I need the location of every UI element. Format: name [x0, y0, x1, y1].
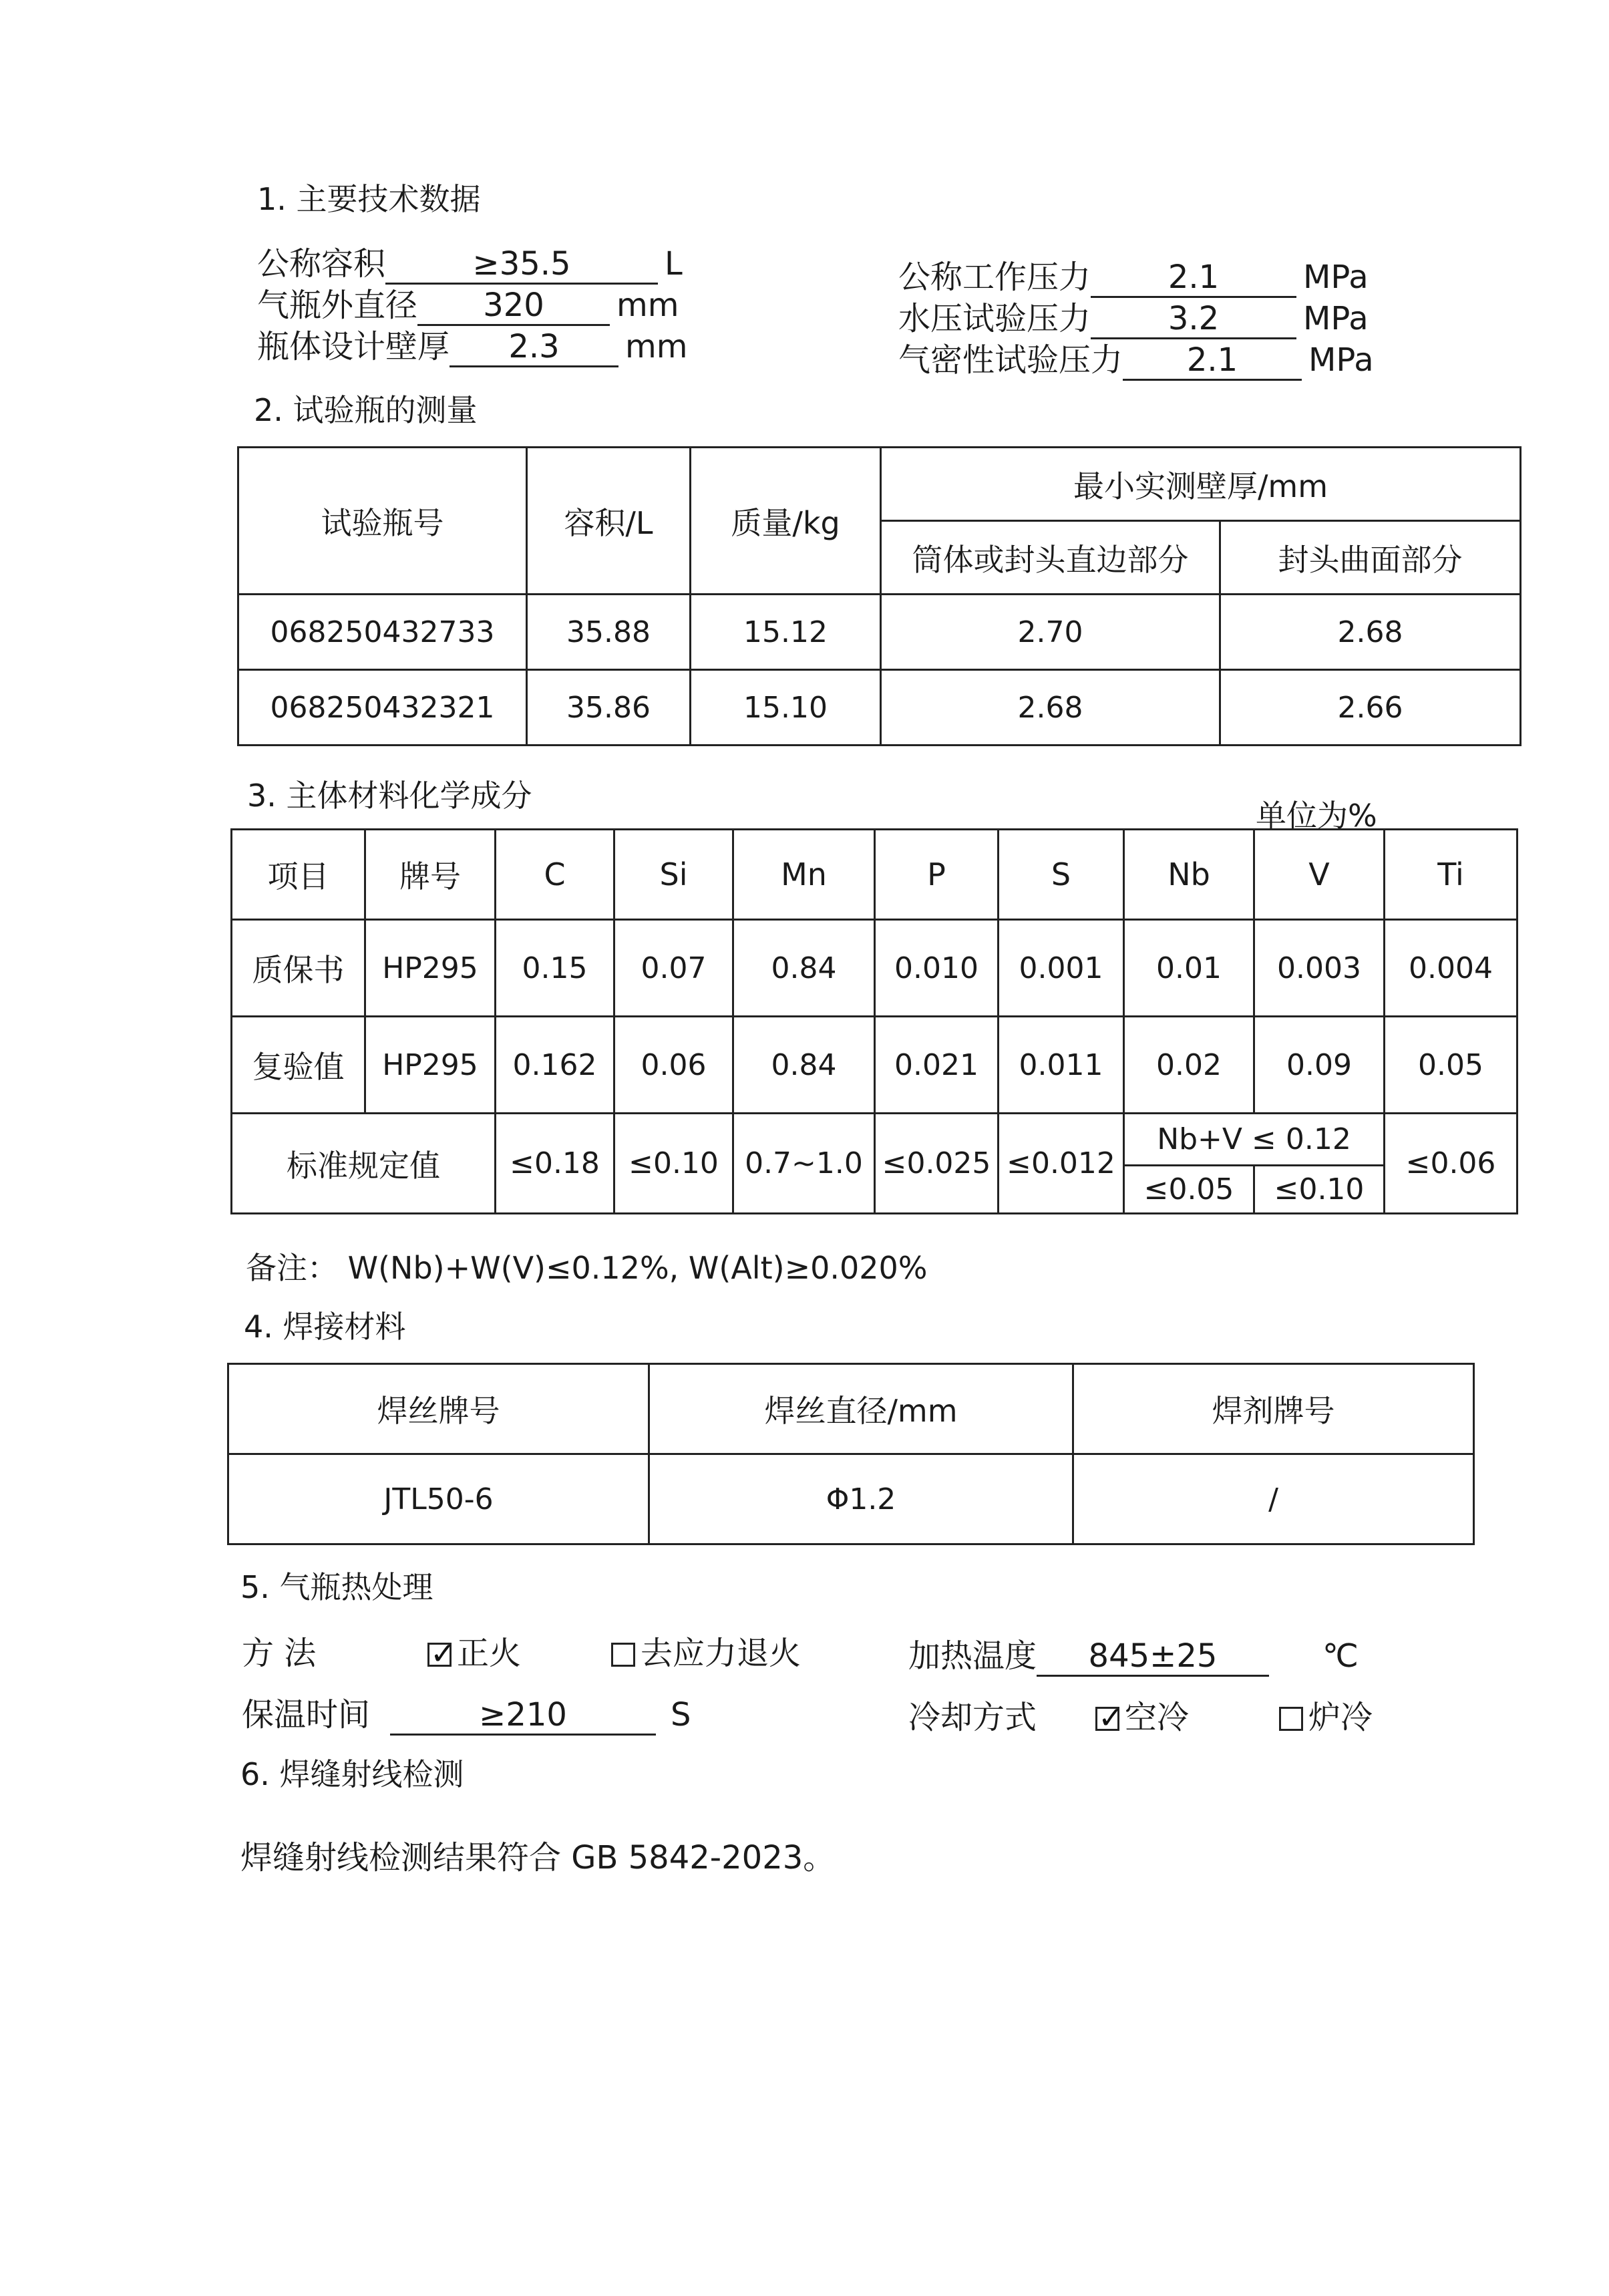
- field-unit: mm: [616, 287, 679, 324]
- cell-std-nb: ≤0.05: [1124, 1166, 1254, 1214]
- cell-std-label: 标准规定值: [232, 1114, 496, 1214]
- header-mn: Mn: [733, 830, 875, 920]
- header-c: C: [496, 830, 614, 920]
- field-value: ≥35.5: [385, 245, 658, 285]
- field-label: 气密性试验压力: [898, 341, 1123, 379]
- option-furnace-cool[interactable]: 炉冷: [1279, 1691, 1373, 1738]
- table-row: [228, 1454, 1474, 1544]
- cell-wire-diameter: Φ1.2: [649, 1454, 1073, 1544]
- cell-item: 复验值: [232, 1017, 365, 1114]
- checkbox-checked-icon[interactable]: [427, 1643, 452, 1667]
- heat-temperature: [908, 1630, 1359, 1677]
- header-cylinder-part: 筒体或封头直边部分: [881, 521, 1220, 595]
- header-min-wall: 最小实测壁厚/mm: [881, 448, 1521, 521]
- cell-c: 0.15: [496, 920, 614, 1017]
- section-1-title: 1. 主要技术数据: [257, 181, 481, 217]
- field-label: 加热温度: [908, 1637, 1037, 1675]
- header-head-part: 封头曲面部分: [1220, 521, 1521, 595]
- field-unit: MPa: [1308, 341, 1374, 379]
- cell-ti: 0.05: [1385, 1017, 1517, 1114]
- option-air-cool[interactable]: ✓ 空冷: [1095, 1691, 1189, 1738]
- cell-mass: 15.10: [691, 670, 881, 746]
- holding-time: [242, 1689, 691, 1736]
- composition-note: 备注： W(Nb)+W(V)≤0.12%, W(Alt)≥0.020%: [246, 1250, 928, 1286]
- field-label: 瓶体设计壁厚: [257, 328, 450, 365]
- welding-material-table: [227, 1363, 1475, 1545]
- test-bottle-table: [237, 446, 1522, 746]
- spec-design-wall-thickness: [257, 321, 688, 367]
- cell-std-ti: ≤0.06: [1385, 1114, 1517, 1214]
- cell-nb: 0.01: [1124, 920, 1254, 1017]
- cell-si: 0.06: [614, 1017, 733, 1114]
- spec-nominal-volume: [257, 238, 683, 285]
- cell-std-si: ≤0.10: [614, 1114, 733, 1214]
- header-p: P: [875, 830, 999, 920]
- cell-p: 0.021: [875, 1017, 999, 1114]
- cell-head-wall: 2.66: [1220, 670, 1521, 746]
- field-value: ≥210: [390, 1696, 656, 1736]
- field-value: 845±25: [1037, 1637, 1269, 1677]
- cell-grade: HP295: [365, 1017, 496, 1114]
- cell-s: 0.001: [999, 920, 1124, 1017]
- header-flux-grade: 焊剂牌号: [1073, 1364, 1474, 1454]
- field-unit: MPa: [1303, 300, 1369, 337]
- cell-bottle-id: 068250432321: [238, 670, 527, 746]
- spec-hydro-test-pressure: [898, 293, 1369, 339]
- cell-cylinder-wall: 2.68: [881, 670, 1220, 746]
- header-nb: Nb: [1124, 830, 1254, 920]
- header-wire-diameter: 焊丝直径/mm: [649, 1364, 1073, 1454]
- cell-flux-grade: /: [1073, 1454, 1474, 1544]
- table-row: [238, 595, 1521, 670]
- method-label: 方 法: [242, 1635, 317, 1672]
- cell-volume: 35.88: [527, 595, 691, 670]
- cell-bottle-id: 068250432733: [238, 595, 527, 670]
- header-v: V: [1254, 830, 1385, 920]
- header-volume: 容积/L: [527, 448, 691, 595]
- cell-cylinder-wall: 2.70: [881, 595, 1220, 670]
- cell-wire-grade: JTL50-6: [228, 1454, 649, 1544]
- spec-working-pressure: [898, 251, 1369, 298]
- spec-leak-test-pressure: [898, 334, 1374, 381]
- field-unit: S: [671, 1696, 691, 1734]
- cell-mass: 15.12: [691, 595, 881, 670]
- field-label: 公称容积: [257, 245, 386, 283]
- field-value: 2.1: [1091, 259, 1296, 298]
- cell-p: 0.010: [875, 920, 999, 1017]
- field-label: 气瓶外直径: [257, 287, 418, 324]
- field-value: 3.2: [1091, 300, 1296, 339]
- cell-std-nbv: Nb+V ≤ 0.12: [1124, 1114, 1385, 1166]
- spec-outer-diameter: [257, 279, 679, 326]
- cell-mn: 0.84: [733, 1017, 875, 1114]
- field-unit: ℃: [1322, 1637, 1359, 1675]
- option-stress-relief[interactable]: 去应力退火: [611, 1627, 801, 1673]
- cell-ti: 0.004: [1385, 920, 1517, 1017]
- cooling-label: 冷却方式: [908, 1699, 1037, 1736]
- checkbox-empty-icon[interactable]: [1279, 1707, 1303, 1731]
- field-value: 2.1: [1123, 341, 1302, 381]
- table-row: [238, 670, 1521, 746]
- cell-c: 0.162: [496, 1017, 614, 1114]
- header-wire-grade: 焊丝牌号: [228, 1364, 649, 1454]
- section-3-title: 3. 主体材料化学成分: [247, 778, 532, 814]
- section-5-title: 5. 气瓶热处理: [240, 1569, 433, 1605]
- cell-volume: 35.86: [527, 670, 691, 746]
- field-unit: L: [665, 245, 683, 283]
- radiography-result: 焊缝射线检测结果符合 GB 5842-2023。: [240, 1839, 836, 1876]
- standard-row: [232, 1114, 1517, 1166]
- unit-note: 单位为%: [1256, 798, 1377, 834]
- cell-grade: HP295: [365, 920, 496, 1017]
- cell-v: 0.003: [1254, 920, 1385, 1017]
- cell-nb: 0.02: [1124, 1017, 1254, 1114]
- field-label: 公称工作压力: [898, 259, 1091, 296]
- field-unit: MPa: [1303, 259, 1369, 296]
- header-grade: 牌号: [365, 830, 496, 920]
- section-2-title: 2. 试验瓶的测量: [254, 392, 478, 428]
- header-mass: 质量/kg: [691, 448, 881, 595]
- table-row: [232, 1017, 1517, 1114]
- cell-std-v: ≤0.10: [1254, 1166, 1385, 1214]
- section-4-title: 4. 焊接材料: [244, 1309, 406, 1345]
- field-label: 水压试验压力: [898, 300, 1091, 337]
- checkbox-empty-icon[interactable]: [611, 1643, 635, 1667]
- cell-mn: 0.84: [733, 920, 875, 1017]
- header-ti: Ti: [1385, 830, 1517, 920]
- table-row: [232, 920, 1517, 1017]
- header-si: Si: [614, 830, 733, 920]
- cell-std-s: ≤0.012: [999, 1114, 1124, 1214]
- cell-s: 0.011: [999, 1017, 1124, 1114]
- chemical-composition-table: [230, 828, 1518, 1214]
- cell-std-c: ≤0.18: [496, 1114, 614, 1214]
- field-value: 320: [417, 287, 610, 326]
- header-bottle-id: 试验瓶号: [238, 448, 527, 595]
- cell-head-wall: 2.68: [1220, 595, 1521, 670]
- cell-v: 0.09: [1254, 1017, 1385, 1114]
- cell-item: 质保书: [232, 920, 365, 1017]
- cell-std-mn: 0.7~1.0: [733, 1114, 875, 1214]
- checkbox-checked-icon[interactable]: [1095, 1707, 1119, 1731]
- section-6-title: 6. 焊缝射线检测: [240, 1756, 464, 1792]
- cell-std-p: ≤0.025: [875, 1114, 999, 1214]
- header-item: 项目: [232, 830, 365, 920]
- field-value: 2.3: [450, 328, 618, 367]
- field-unit: mm: [625, 328, 688, 365]
- option-normalize[interactable]: ✓ 正火: [427, 1627, 521, 1673]
- header-s: S: [999, 830, 1124, 920]
- field-label: 保温时间: [242, 1696, 371, 1734]
- cell-si: 0.07: [614, 920, 733, 1017]
